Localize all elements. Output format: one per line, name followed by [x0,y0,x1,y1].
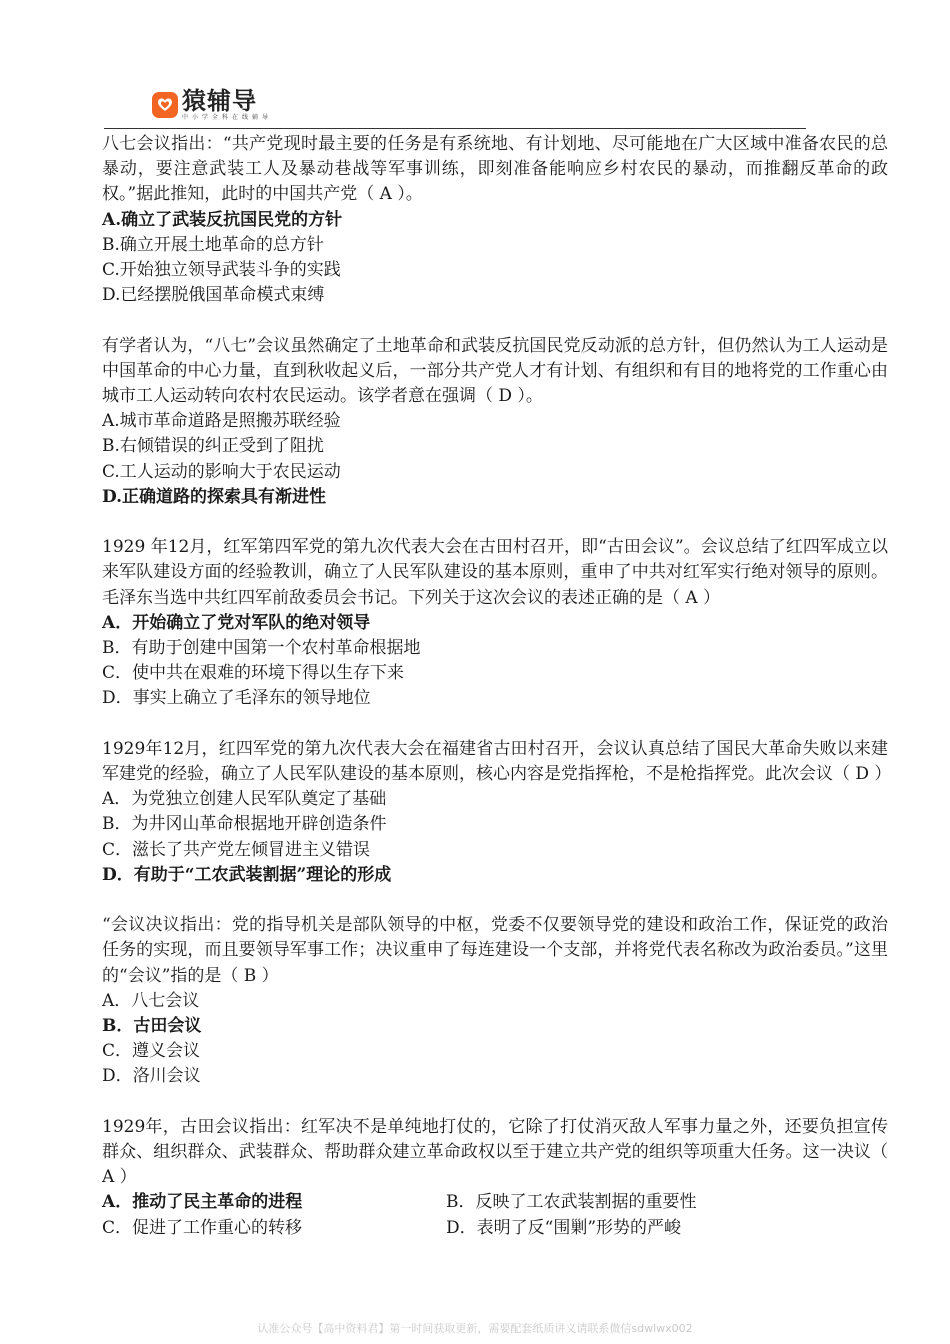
option-c: C.开始独立领导武装斗争的实践 [102,260,341,281]
brand-heart-icon [152,92,178,118]
question-2 [102,334,888,510]
option-b: B．古田会议 [102,1016,202,1037]
option-d: D．有助于“工农武装割据”理论的形成 [102,864,392,885]
question-4 [102,737,892,888]
option-a: A．开始确立了党对军队的绝对领导 [102,612,371,633]
brand-subtitle: 中小学全科在线辅导 [182,114,273,121]
option-c: C．遵义会议 [102,1041,201,1062]
question-1 [102,132,888,308]
question-stem: 1929年，古田会议指出：红军决不是单纯地打仗的，它除了打仗消灭敌人军事力量之外，还要负担宣传群众、组织群众、武装群众、帮助群众建立革命政权以至于建立共产党的组织等项重大任务。这一决议（ A ） [102,1116,888,1188]
brand-logo [152,84,272,126]
question-6 [102,1115,888,1241]
option-d: D．事实上确立了毛泽东的领导地位 [102,688,371,709]
option-b: B．反映了工农武装割据的重要性 [446,1192,697,1213]
option-b: B.右倾错误的纠正受到了阻扰 [102,436,324,457]
option-row [102,1216,888,1241]
option-d: D．表明了反“围剿”形势的严峻 [446,1217,682,1238]
option-b: B.确立开展土地革命的总方针 [102,234,324,255]
question-3 [102,535,888,711]
option-d: D.正确道路的探索具有渐进性 [102,486,327,507]
option-row [102,1190,888,1215]
option-d: D．洛川会议 [102,1066,201,1087]
question-list [102,132,892,1266]
question-5 [102,913,888,1089]
option-a: A．推动了民主革命的进程 [102,1192,303,1213]
option-a: A.城市革命道路是照搬苏联经验 [102,411,341,432]
option-c: C.工人运动的影响大于农民运动 [102,461,341,482]
option-c: C．促进了工作重心的转移 [102,1217,303,1238]
option-a: A.确立了武装反抗国民党的方针 [102,209,343,230]
option-c: C．使中共在艰难的环境下得以生存下来 [102,663,405,684]
option-b: B．有助于创建中国第一个农村革命根据地 [102,638,421,659]
option-a: A．为党独立创建人民军队奠定了基础 [102,789,387,810]
question-stem: 有学者认为，“八七”会议虽然确定了土地革命和武装反抗国民党反动派的总方针，但仍然认为工人运动是中国革命的中心力量，直到秋收起义后，一部分共产党人才有计划、有组织和有目的地将党的工作重心由城市工人运动转向农村农民运动。该学者意在强调（ D ）。 [102,335,888,407]
header-divider [104,128,806,129]
footer-notice: 认准公众号【高中资料君】第一时间获取更新，需要配套纸质讲义请联系微信sdwlwx002 [257,1322,693,1335]
question-stem: 八七会议指出：“共产党现时最主要的任务是有系统地、有计划地、尽可能地在广大区域中准备农民的总暴动，要注意武装工人及暴动巷战等军事训练，即刻准备能响应乡村农民的暴动，而推翻反革命的政权。”据此推知，此时的中国共产党（ A ）。 [102,134,888,205]
option-c: C．滋长了共产党左倾冒进主义错误 [102,839,371,860]
option-d: D.已经摆脱俄国革命模式束缚 [102,285,325,306]
option-a: A．八七会议 [102,990,200,1011]
option-b: B．为井冈山革命根据地开辟创造条件 [102,814,387,835]
question-stem: 1929年12月，红四军党的第九次代表大会在福建省古田村召开，会议认真总结了国民大革命失败以来建军建党的经验，确立了人民军队建设的基本原则，核心内容是党指挥枪，不是枪指挥党。此次会议（ D ） [102,738,892,785]
question-stem: 1929 年12月，红军第四军党的第九次代表大会在古田村召开，即“古田会议”。会议总结了红四军成立以来军队建设方面的经验教训，确立了人民军队建设的基本原则，重申了中共对红军实行绝对领导的原则。毛泽东当选中共红四军前敌委员会书记。下列关于这次会议的表述正确的是（ A ） [102,537,888,608]
brand-name: 猿辅导 [182,87,257,115]
question-stem: “会议决议指出：党的指导机关是部队领导的中枢，党委不仅要领导党的建设和政治工作，保证党的政治任务的实现，而且要领导军事工作；决议重申了每连建设一个支部，并将党代表名称改为政治委员。”这里的“会议”指的是（ B ） [102,915,888,986]
